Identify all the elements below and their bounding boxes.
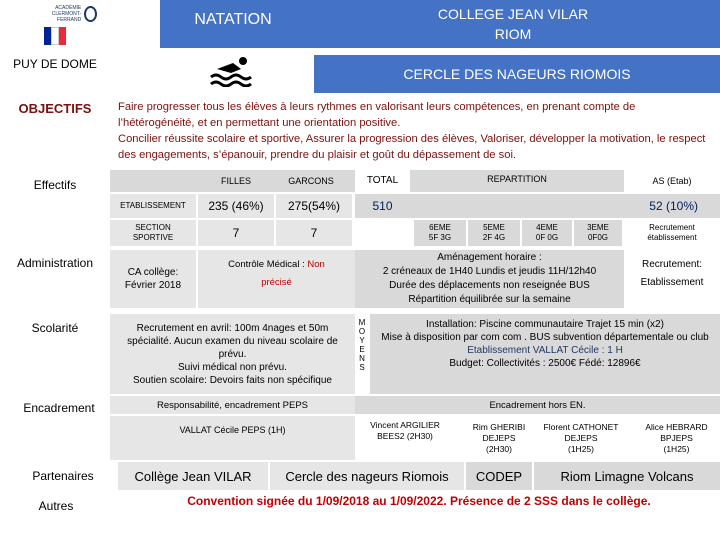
section-garcons: 7 <box>276 220 352 246</box>
label-effectifs: Effectifs <box>33 178 77 192</box>
club-title: CERCLE DES NAGEURS RIOMOIS <box>314 55 720 93</box>
moyens-vertical: M O Y E N S <box>358 318 366 372</box>
school-title: COLLEGE JEAN VILAR RIOM <box>306 0 720 48</box>
partner-college: Collège Jean VILAR <box>118 462 268 490</box>
header-repartition: REPARTITION <box>410 170 624 192</box>
swimmer-box <box>160 48 306 93</box>
repartition-3eme: 3EME 0F0G <box>574 220 622 246</box>
autres-convention: Convention signée du 1/09/2018 au 1/09/2022. Présence de 2 SSS dans le collège. <box>187 494 651 508</box>
header-as: AS (Etab) <box>652 176 692 186</box>
etab-as: 52 (10%) <box>624 194 720 218</box>
header-filles: FILLES <box>220 176 251 186</box>
label-administration: Administration <box>16 256 94 270</box>
person-cathonet: Florent CATHONET DEJEPS (1H25) <box>543 421 619 454</box>
header-total: TOTAL <box>366 175 399 186</box>
person-gheribi: Rim GHERIBI DEJEPS (2H30) <box>472 421 526 454</box>
academie-logo: ACADÉMIE CLERMONT-FERRAND <box>42 4 97 24</box>
etab-total: 510 <box>355 194 410 218</box>
amenagement-horaire: Aménagement horaire : 2 créneaux de 1H40 Lundis et jeudis 11H/12h40 Durée des déplacements non reseignée BUS Répartition équilibrée sur la semaine <box>355 250 624 308</box>
label-autres: Autres <box>38 499 74 513</box>
partner-riom-limagne: Riom Limagne Volcans <box>534 462 720 490</box>
label-encadrement: Encadrement <box>23 401 95 415</box>
label-objectifs: OBJECTIFS <box>18 100 92 116</box>
republique-logo <box>44 27 66 45</box>
responsabilite-peps: Responsabilité, encadrement PEPS <box>110 396 355 414</box>
etab-repartition-bg <box>410 194 624 218</box>
logo-area <box>0 0 110 93</box>
row-section-label: SECTION SPORTIVE <box>110 220 196 246</box>
sport-title: NATATION <box>160 0 306 48</box>
repartition-5eme: 5EME 2F 4G <box>468 220 520 246</box>
installation-box: Installation: Piscine communautaire Trajet 15 min (x2) Mise à disposition par com com . BUS subvention départementale ou club Etablissement VALLAT Cécile : 1 H Budget: Collectivités : 2500€ Fédé: 12896€ <box>370 314 720 394</box>
department-label: PUY DE DOME <box>13 57 97 71</box>
recrutement-etablissement: Recrutement établissement <box>647 223 697 242</box>
encadrement-hors-en: Encadrement hors EN. <box>355 396 720 414</box>
person-hebrard: Alice HEBRARD BPJEPS (1H25) <box>645 421 708 454</box>
ca-college: CA collège: Février 2018 <box>110 250 196 308</box>
recrutement-scolarite: Recrutement en avril: 100m 4nages et 50m spécialité. Aucun examen du niveau scolaire de prévu. Suivi médical non prévu. Soutien scolaire: Devoirs faits non spécifique <box>110 314 355 394</box>
partner-codep: CODEP <box>466 462 532 490</box>
etab-garcons: 275(54%) <box>276 194 352 218</box>
partner-club: Cercle des nageurs Riomois <box>270 462 464 490</box>
etab-filles: 235 (46%) <box>198 194 274 218</box>
vallat-peps: VALLAT Cécile PEPS (1H) <box>110 416 355 460</box>
person-argilier: Vincent ARGILIER BEES2 (2H30) <box>370 420 440 441</box>
swimmer-icon <box>207 55 259 87</box>
repartition-4eme: 4EME 0F 0G <box>522 220 572 246</box>
row-etablissement-label: ETABLISSEMENT <box>110 194 196 218</box>
repartition-6eme: 6EME 5F 3G <box>414 220 466 246</box>
label-scolarite: Scolarité <box>31 321 79 335</box>
section-filles: 7 <box>198 220 274 246</box>
recrutement-admin: Recrutement: Etablissement <box>640 259 704 288</box>
label-partenaires: Partenaires <box>32 469 94 483</box>
logo-circle-icon <box>84 6 97 22</box>
objectifs-box: Faire progresser tous les élèves à leurs rythmes en valorisant leurs compétences, en prenant compte de l’hétérogénéité, et en permettant une orientation positive. Concilier réussite scolaire et sportive, Assurer la progression des élèves, Valoriser, développer la motivation, le respect des engagements, s’épanouir, prendre du plaisir et goût du dépassement de soi. <box>112 97 720 167</box>
header-garcons: GARCONS <box>288 176 334 186</box>
controle-medical: Contrôle Médical : Non précisé <box>198 250 355 308</box>
